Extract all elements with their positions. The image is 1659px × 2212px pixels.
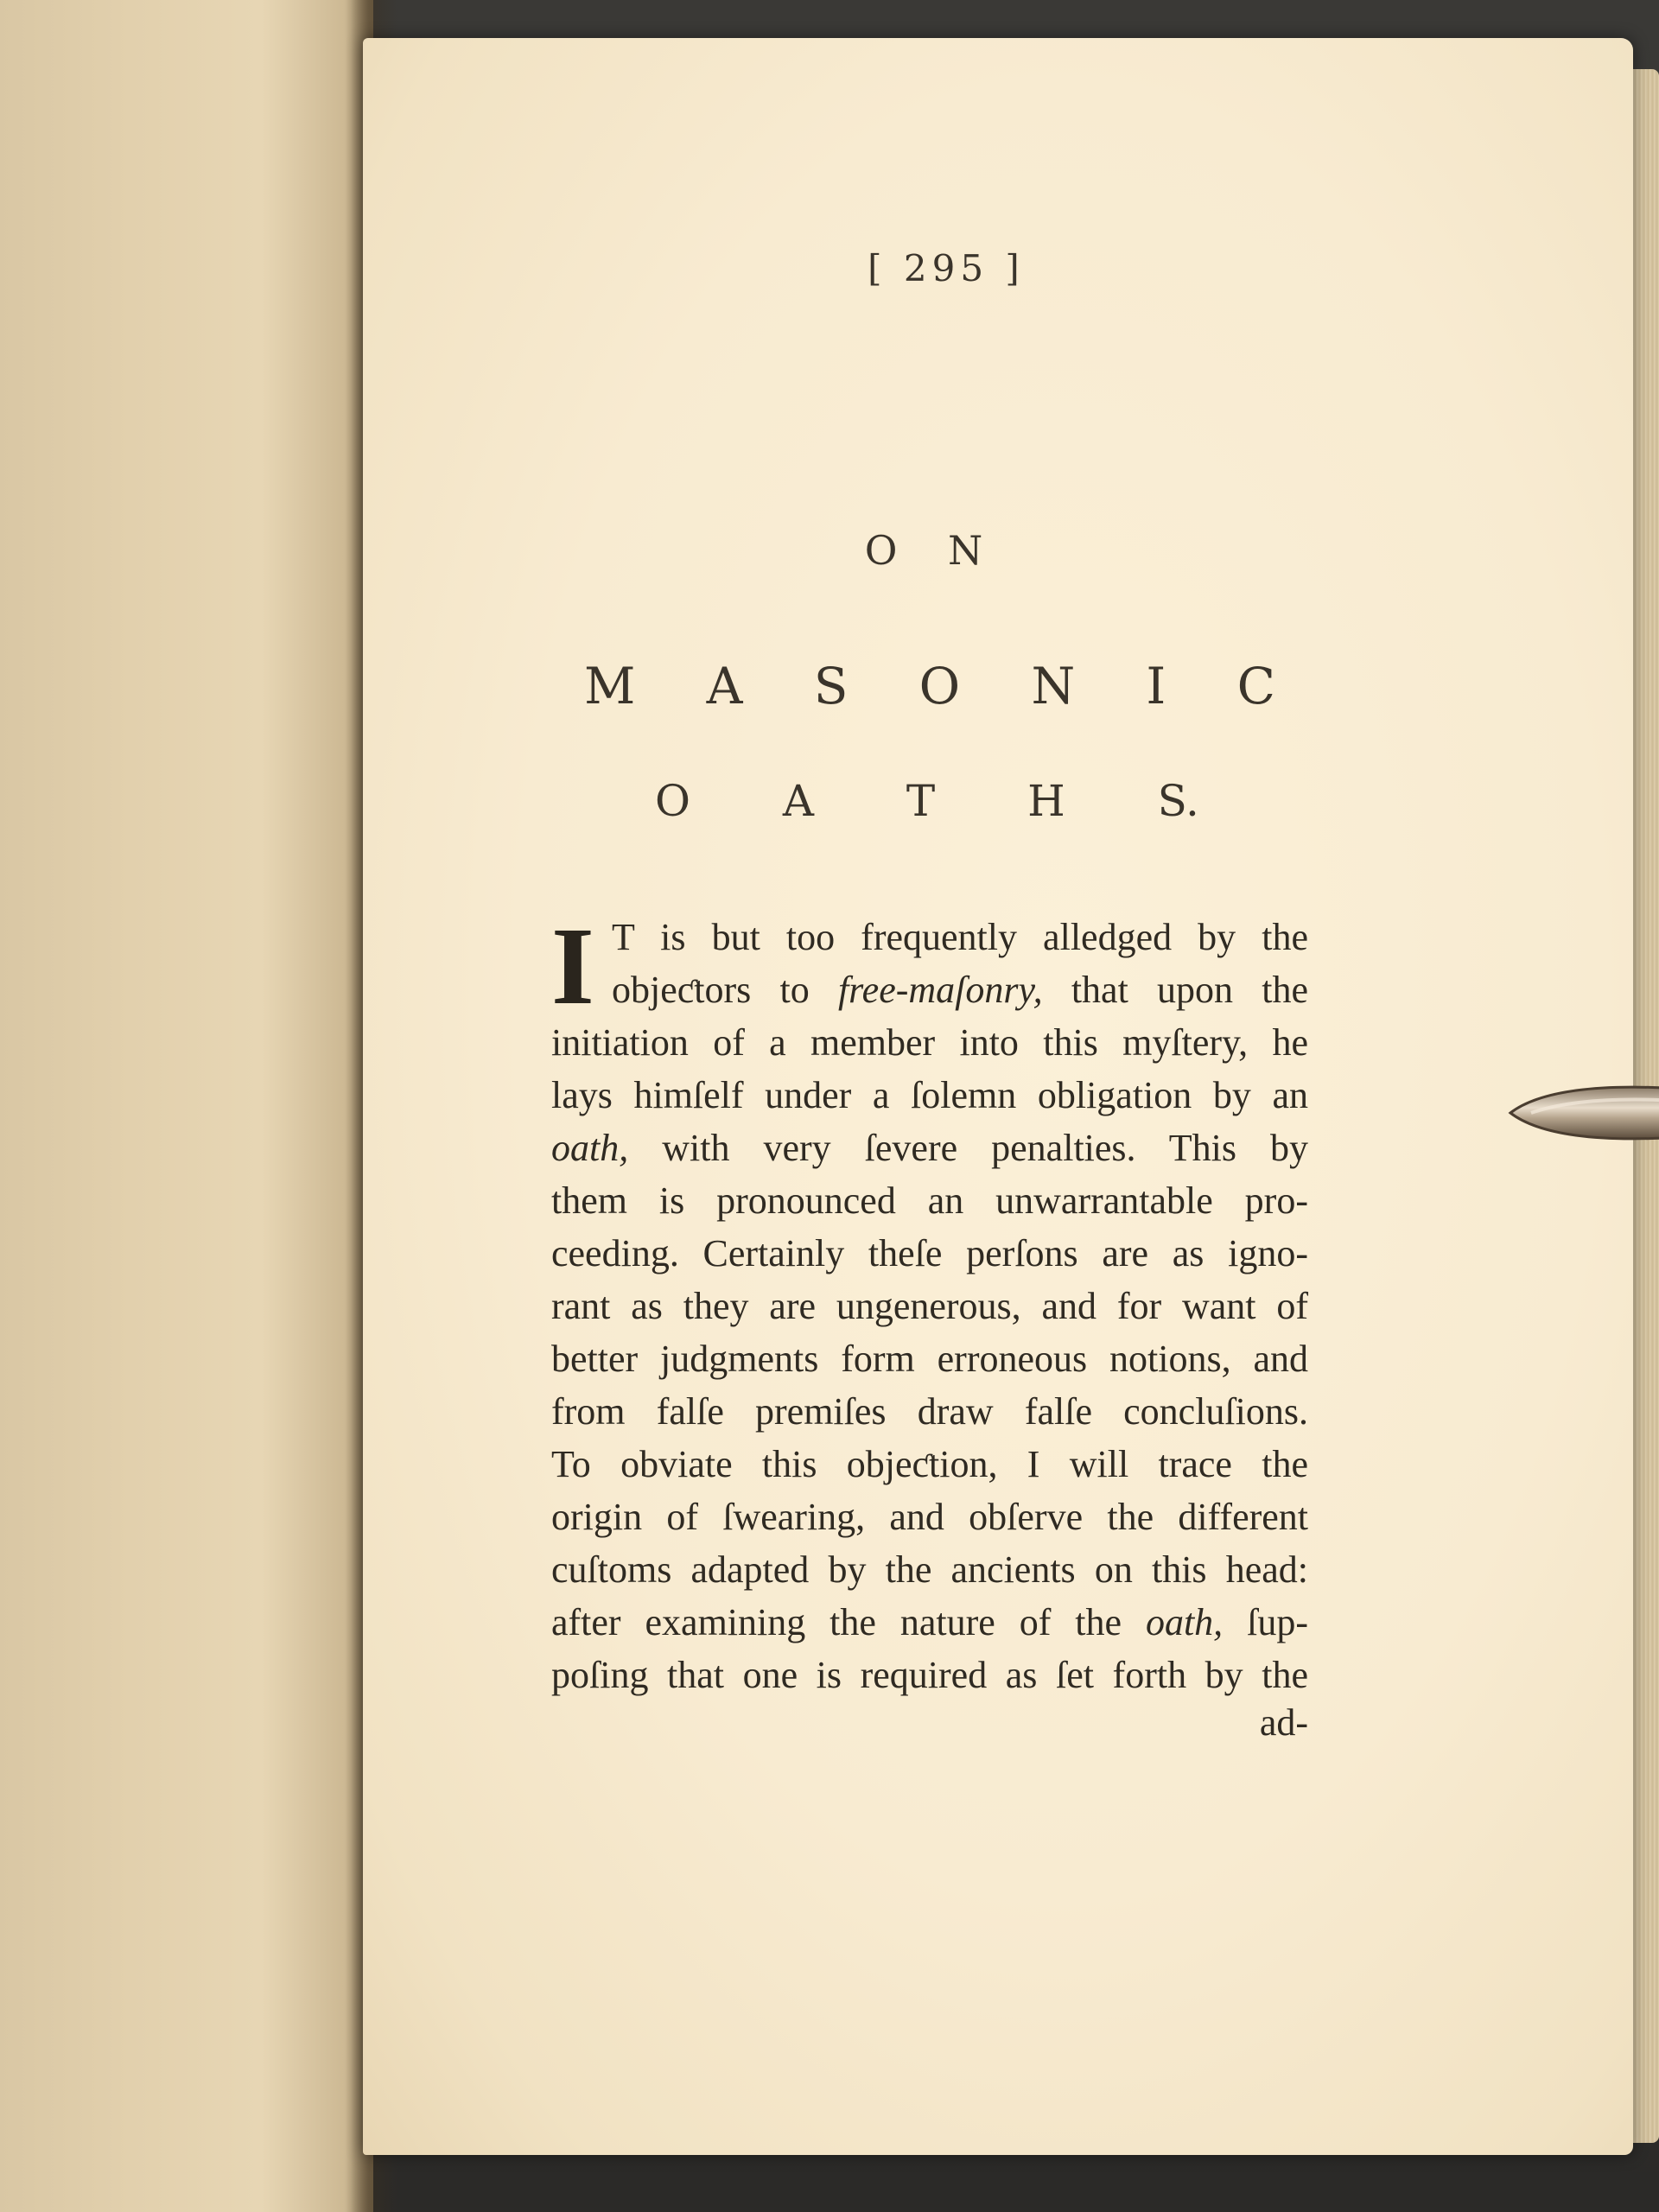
body-text-run: from falſe premiſes draw falſe concluſions. [551,1390,1308,1433]
body-text-run: cuſtoms adapted by the ancients on this head: [551,1548,1308,1591]
heading-letter: I [1146,657,1166,715]
heading-letter: O [655,776,690,826]
body-text-run: objeƈtors to [612,969,838,1011]
body-line [551,911,1308,963]
body-text-run: better judgments form erroneous notions, and [551,1338,1308,1380]
body-paragraph [551,905,1308,1701]
heading-letter: O [918,657,961,715]
heading-letter: S. [1157,776,1199,826]
body-line [551,1491,1308,1543]
body-text-run: ſup- [1223,1601,1308,1643]
heading-line-oaths [655,776,1199,826]
catchword: ad- [1259,1701,1308,1744]
body-line [551,1122,1308,1174]
body-text-run: To obviate this objeƈtion, I will trace the [551,1443,1308,1485]
body-text-run: with very ſevere penalties. This by [628,1127,1308,1169]
body-text-run: that upon the [1042,969,1308,1011]
body-line [551,1385,1308,1438]
body-line [551,1438,1308,1491]
body-text-run: initiation of a member into this myſtery, he [551,1021,1308,1064]
body-italic-text: oath, [1145,1601,1224,1643]
drop-cap: I [551,905,594,1027]
heading-letter: N [1031,657,1076,715]
body-line [551,1543,1308,1596]
body-text-run: them is pronounced an unwarrantable pro- [551,1179,1308,1222]
body-italic-text: free-maſonry, [837,969,1043,1011]
heading-letter: S [813,657,849,715]
page-number: [ 295 ] [868,247,1025,289]
body-text-run: after examining the nature of the [551,1601,1146,1643]
body-italic-text: oath, [551,1127,629,1169]
body-line [551,1227,1308,1280]
heading-letter: A [782,776,814,826]
heading-letter: M [584,657,636,715]
body-line [551,1016,1308,1069]
body-text-run: ceeding. Certainly theſe perſons are as igno- [551,1232,1308,1274]
body-line [551,1174,1308,1227]
body-text-run: origin of ſwearing, and obſerve the different [551,1496,1308,1538]
body-text-run: rant as they are ungenerous, and for want of [551,1285,1308,1327]
body-line [551,1069,1308,1122]
body-text-run: lays himſelf under a ſolemn obligation by an [551,1074,1308,1116]
body-line [551,1596,1308,1649]
heading-line-on: O N [864,527,1002,574]
body-line [551,1649,1308,1701]
body-text-run: T is but too frequently alledged by the [612,916,1308,958]
heading-letter: H [1027,776,1065,826]
bookmark-clip [1505,1071,1659,1154]
heading-letter: C [1236,657,1275,715]
heading-letter: A [706,657,743,715]
body-text-run: poſing that one is required as ſet forth by the [551,1654,1308,1696]
body-line [551,1280,1308,1332]
heading-letter: T [906,776,936,826]
heading-line-masonic [584,657,1275,715]
body-line [551,963,1308,1016]
body-line [551,1332,1308,1385]
